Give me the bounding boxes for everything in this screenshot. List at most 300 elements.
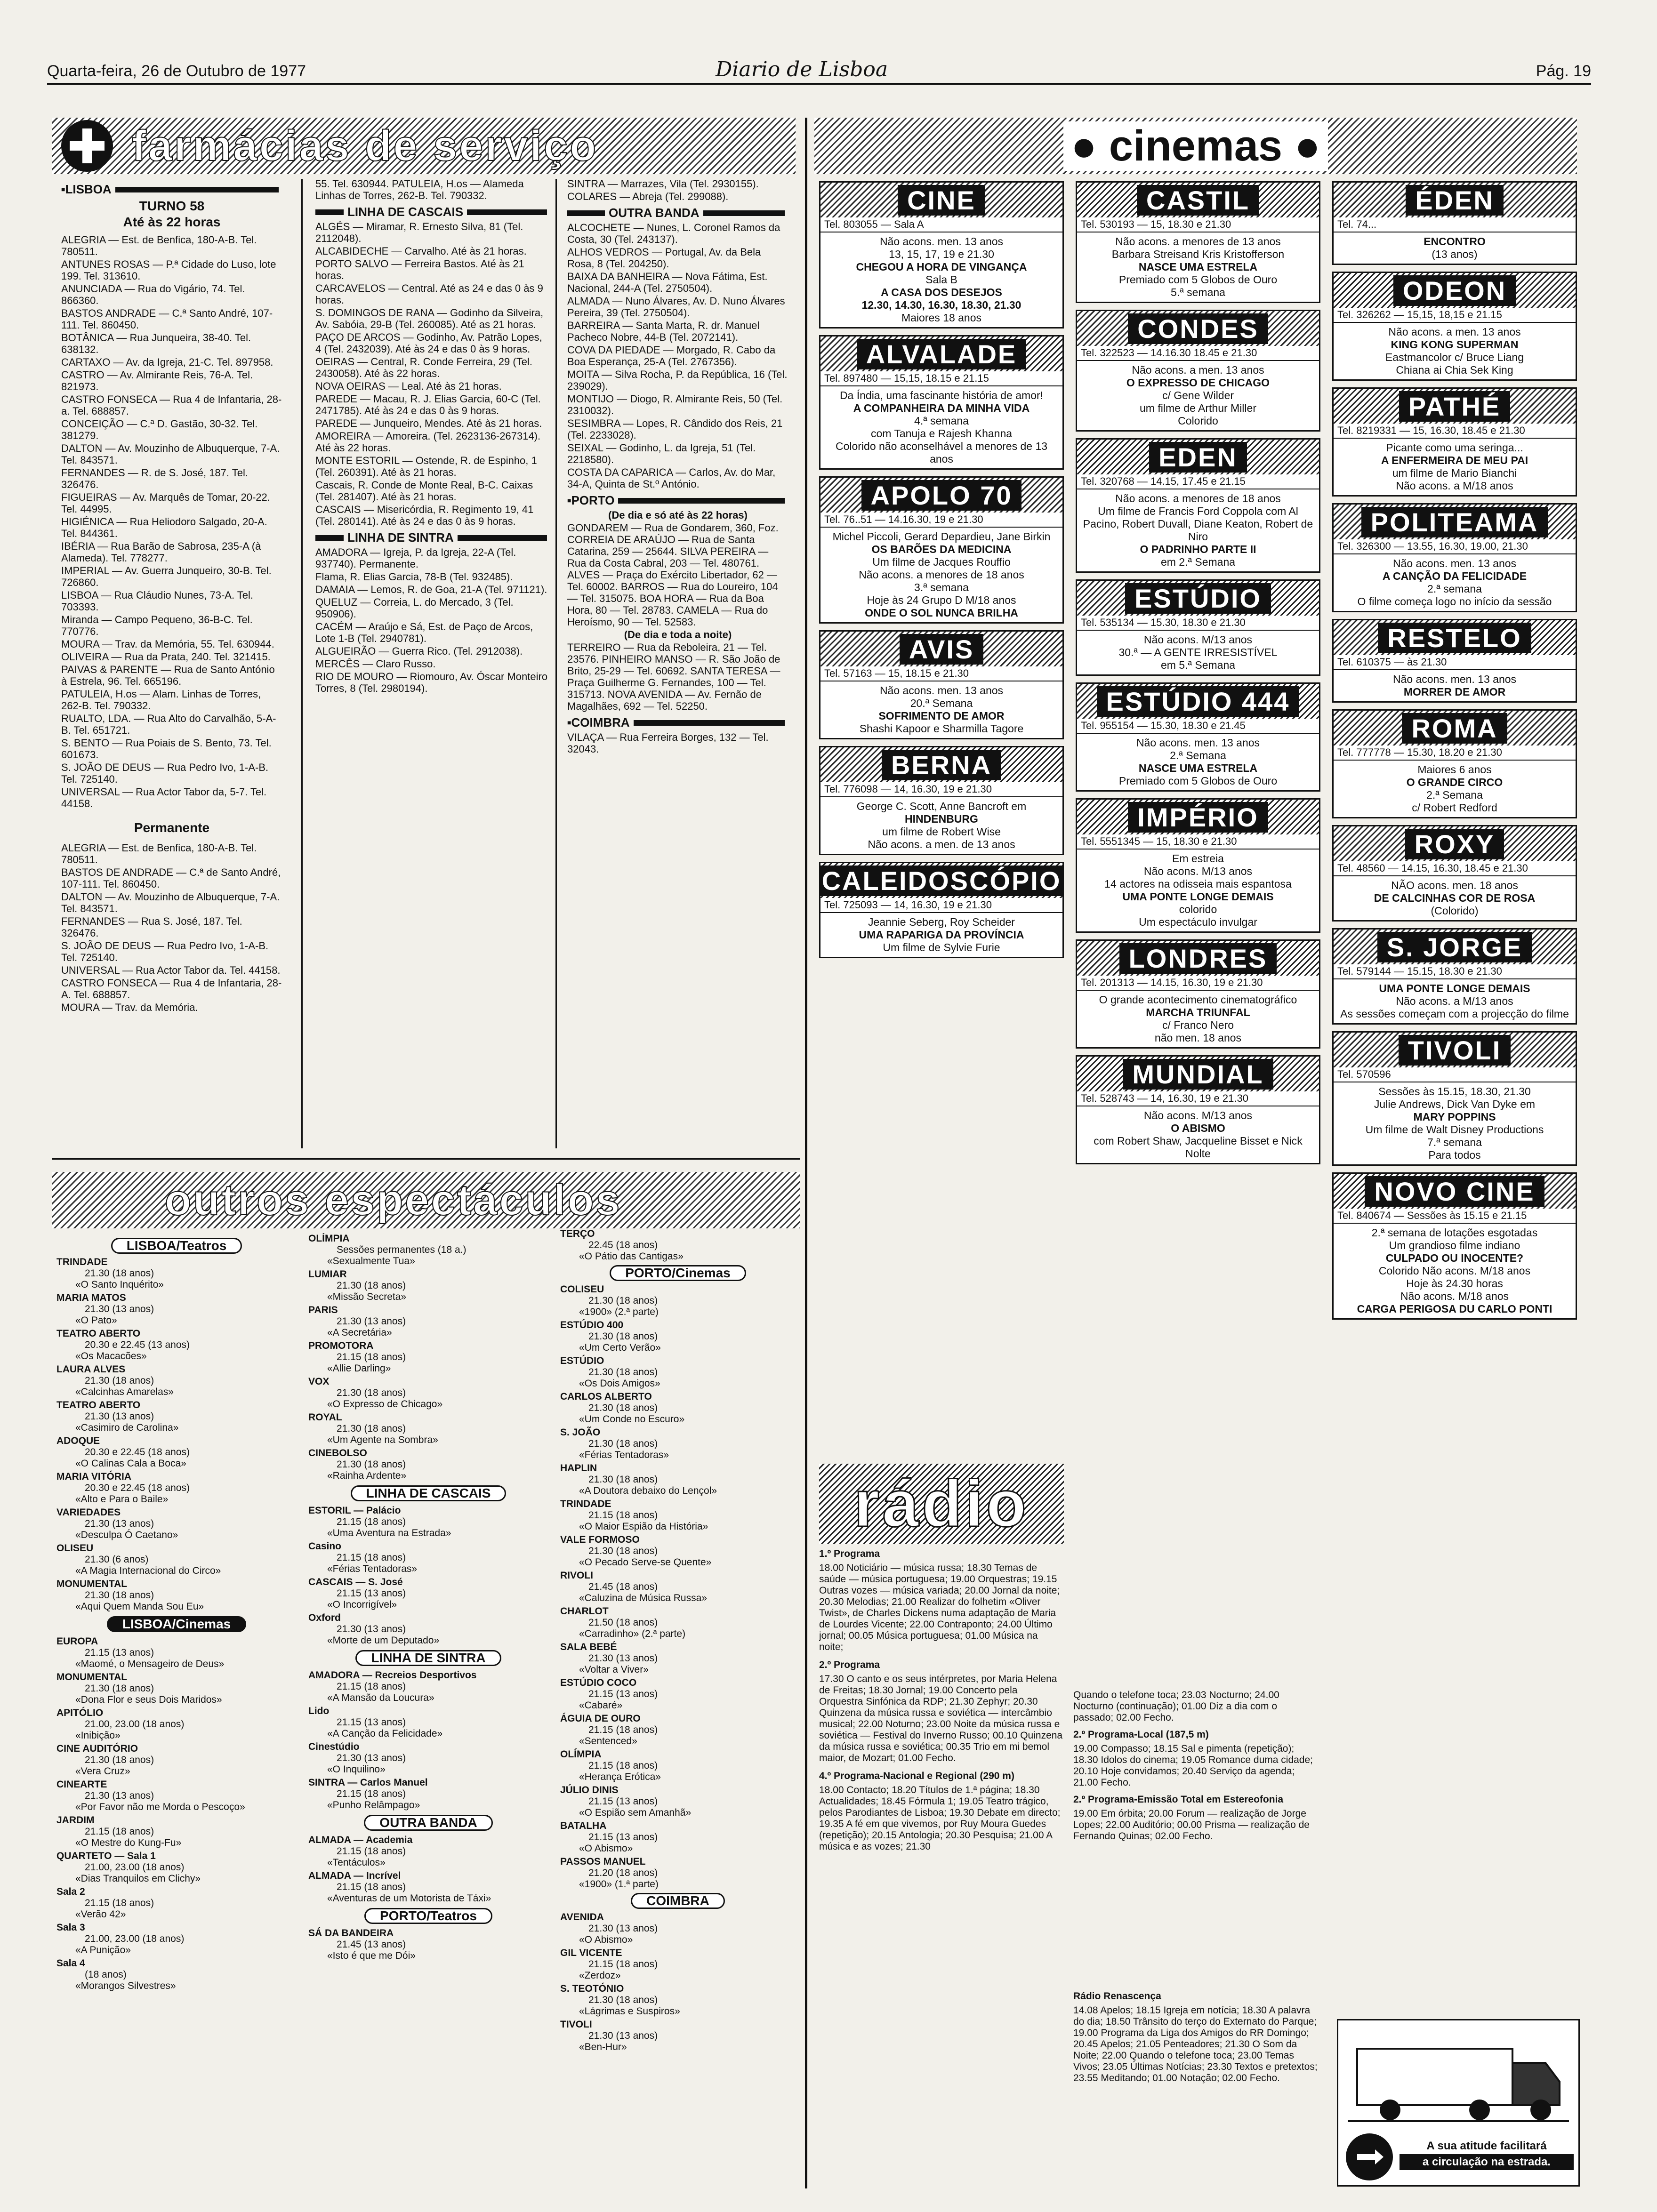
cinema-line: Não acons. a M/13 anos — [1396, 995, 1513, 1007]
cinema-name: NOVO CINE — [1365, 1176, 1544, 1207]
show-time: Sessões permanentes (18 a.) — [337, 1244, 467, 1255]
show-listing — [308, 1612, 548, 1646]
pharmacy-entry: Cascais, R. Conde de Monte Real, B-C. Caixas (Tel. 281407). Até às 21 horas. — [315, 479, 533, 503]
show-listing — [56, 1292, 297, 1326]
show-title: «Dona Flor e seus Dois Maridos» — [75, 1694, 222, 1705]
show-time: 21.30 (13 anos) — [337, 1753, 406, 1763]
radio-p3: Quando o telefone toca; 23.03 Nocturno; 24.00 Nocturno (continuação); 01.00 Diz a dia com o passado; 02.00 Fecho. — [1073, 1690, 1279, 1723]
cinema-line: Sessões às 15.15, 18.30, 21.30 — [1378, 1085, 1531, 1098]
cinema-line: Picante como uma seringa... — [1386, 441, 1523, 454]
cinema-name: POLITEAMA — [1361, 507, 1548, 537]
cinema-line: 3.ª semana — [914, 581, 969, 593]
venue-name: SÁ DA BANDEIRA — [308, 1928, 394, 1939]
sintra-list — [315, 546, 551, 694]
cinema-tel: Tel. 776098 — 14, 16.30, 19 e 21.30 — [820, 782, 1062, 797]
radio-p5: 19.00 Em órbita; 20.00 Forum — realização de Jorge Lopes; 22.00 Auditório; 00.00 Prisma — realização de Fernando Quinas; 02.00 Fecho. — [1073, 1808, 1310, 1842]
pharmacy-entry: AMADORA — Igreja, P. da Igreja, 22-A (Tel. 937740). Permanente. — [315, 546, 516, 570]
cinema-tel: Tel. 530193 — 15, 18.30 e 21.30 — [1077, 217, 1319, 232]
show-time: 21.00, 23.00 (18 anos) — [85, 1933, 185, 1944]
cinema-listing — [1076, 682, 1320, 792]
show-time: 21.30 (13 anos) — [337, 1624, 406, 1635]
pharmacy-entry: SINTRA — Marrazes, Vila (Tel. 2930155). — [567, 178, 759, 190]
cinema-line: 2.ª semana de lotações esgotadas — [1371, 1226, 1538, 1239]
pharmacy-entry: FERNANDES — R. de S. José, 187. Tel. 326476. — [61, 467, 248, 490]
show-time: 20.30 e 22.45 (18 anos) — [85, 1447, 190, 1458]
show-title: «O Abismo» — [579, 1934, 633, 1945]
pharmacy-entry: AMOREIRA — Amoreira. (Tel. 2623136-267314). Até às 22 horas. — [315, 430, 541, 454]
radio-p2-label: 2.º Programa — [819, 1659, 880, 1670]
cinemas-column — [1332, 181, 1577, 1461]
pharmacy-entry: ALEGRIA — Est. de Benfica, 180-A-B. Tel. 780511. — [61, 234, 257, 257]
show-title: «1900» (1.ª parte) — [579, 1879, 659, 1890]
show-listing — [308, 1670, 548, 1704]
pharmacy-entry: OLIVEIRA — Rua da Prata, 240. Tel. 321415. — [61, 651, 271, 663]
cinema-tel: Tel. 57163 — 15, 18.15 e 21.30 — [820, 666, 1062, 681]
radio-p1-label: 1.º Programa — [819, 1548, 880, 1559]
cinema-line: Da Índia, uma fascinante história de amor! — [839, 389, 1044, 401]
show-listing — [560, 1606, 796, 1640]
sintra-label: LINHA DE SINTRA — [347, 530, 454, 545]
cinema-line: em 2.ª Semana — [1160, 556, 1236, 568]
show-time: 21.15 (18 anos) — [588, 1510, 658, 1521]
show-time: (18 anos) — [85, 1969, 127, 1980]
cinema-name: LONDRES — [1119, 943, 1277, 974]
show-listing — [560, 1463, 796, 1497]
outros-banner — [52, 1172, 800, 1228]
pharmacy-entry: MONTIJO — Diogo, R. Almirante Reis, 50 (Tel. 2310032). — [567, 393, 783, 417]
venue-name: CHARLOT — [560, 1606, 609, 1617]
cinema-tel: Tel. 326300 — 13.55, 16.30, 19.00, 21.30 — [1334, 539, 1576, 554]
show-title: «O Inquilino» — [327, 1764, 386, 1775]
cinema-name: AVIS — [900, 634, 984, 665]
show-title: «Sentenced» — [579, 1736, 637, 1747]
cinema-line: um filme de Arthur Miller — [1140, 402, 1256, 414]
cinema-line: Em estreia — [1172, 852, 1224, 865]
cinema-listing — [1332, 503, 1577, 612]
cinema-line: Para todos — [1428, 1149, 1481, 1161]
pharmacy-entry: UNIVERSAL — Rua Actor Tabor da. Tel. 44158. — [61, 964, 281, 976]
road-safety-ad — [1337, 2019, 1580, 2187]
show-time: 21.30 (18 anos) — [588, 1438, 658, 1449]
show-title: «O Pato» — [75, 1315, 117, 1326]
pharmacy-entry: RUALTO, LDA. — Rua Alto do Carvalhão, 5-A-B. Tel. 651721. — [61, 713, 276, 736]
venue-name: MARIA VITÓRIA — [56, 1471, 132, 1482]
pharmacy-entry: MOITA — Silva Rocha, P. da República, 16 (Tel. 239029). — [567, 369, 788, 392]
show-title: «A Canção da Felicidade» — [327, 1728, 443, 1739]
pharmacy-entry: SEIXAL — Godinho, L. da Igreja, 51 (Tel. 2218580). — [567, 442, 756, 465]
cinema-line: com Tanuja e Rajesh Khanna — [870, 427, 1013, 440]
show-listing — [560, 1713, 796, 1747]
venue-name: ALMADA — Incrível — [308, 1870, 401, 1881]
cinema-tel: Tel. 570596 — [1334, 1067, 1576, 1082]
cinema-line: Não acons. men. 13 anos — [879, 684, 1004, 697]
show-listing — [56, 1743, 297, 1777]
cinema-line: Não acons. men. 13 anos — [1136, 737, 1260, 749]
show-time: 21.00, 23.00 (18 anos) — [85, 1862, 185, 1873]
venue-name: OLÍMPIA — [560, 1749, 602, 1760]
cinema-tel: Tel. 5551345 — 15, 18.30 e 21.30 — [1077, 834, 1319, 850]
cinema-tel: Tel. 840674 — Sessões às 15.15 e 21.15 — [1334, 1209, 1576, 1224]
pharmacy-entry: DALTON — Av. Mouzinho de Albuquerque, 7-A. Tel. 843571. — [61, 442, 280, 466]
show-time: 21.30 (18 anos) — [588, 1295, 658, 1306]
show-time: 21.30 (18 anos) — [588, 1403, 658, 1413]
pharmacy-entry: MONTE ESTORIL — Ostende, R. de Espinho, 1 (Tel. 260391). Até às 21 horas. — [315, 455, 537, 478]
show-listing — [56, 1707, 297, 1741]
radio-p6-label: 4.º Programa-Nacional e Regional (290 m) — [819, 1771, 1014, 1781]
lisboa-label: LISBOA — [65, 182, 112, 196]
show-listing — [560, 1912, 796, 1946]
outra-banda-list — [567, 222, 788, 490]
cinema-listing — [1076, 798, 1320, 933]
show-listing — [56, 1886, 297, 1920]
show-time: 21.30 (18 anos) — [588, 1546, 658, 1556]
show-listing — [56, 1672, 297, 1706]
cinema-tel: Tel. 528743 — 14, 16.30, 19 e 21.30 — [1077, 1091, 1319, 1106]
cinema-listing — [1332, 1172, 1577, 1320]
outros-col2-list — [308, 1233, 548, 1482]
venue-name: HAPLIN — [560, 1463, 597, 1474]
cinema-line: (13 anos) — [1432, 248, 1478, 260]
show-time: 21.15 (18 anos) — [588, 1760, 658, 1771]
show-time: 21.45 (18 anos) — [588, 1581, 658, 1592]
cinema-name: IMPÉRIO — [1128, 802, 1268, 833]
square-icon: ■ — [567, 719, 571, 726]
cinema-name: ESTÚDIO — [1125, 583, 1271, 614]
cinema-listing — [1332, 181, 1577, 265]
cinema-tel: Tel. 48560 — 14.15, 16.30, 18.45 e 21.30 — [1334, 861, 1576, 876]
pharmacy-entry: PAREDE — Junqueiro, Mendes. Até às 21 horas. — [315, 417, 542, 429]
cinema-line: CHEGOU A HORA DE VINGANÇA — [856, 261, 1027, 273]
porto-label: PORTO — [571, 493, 615, 507]
show-time: 21.15 (18 anos) — [337, 1352, 406, 1362]
pharmacy-entry: ALHOS VEDROS — Portugal, Av. da Bela Rosa, 8 (Tel. 204250). — [567, 246, 761, 270]
radio-banner — [819, 1464, 1064, 1544]
show-time: 21.30 (18 anos) — [337, 1387, 406, 1398]
venue-name: SINTRA — Carlos Manuel — [308, 1777, 428, 1788]
venue-name: CINEARTE — [56, 1779, 107, 1790]
show-time: 21.30 (18 anos) — [85, 1375, 154, 1386]
cinema-line: Julie Andrews, Dick Van Dyke em — [1374, 1098, 1536, 1110]
show-title: «Carradinho» (2.ª parte) — [579, 1628, 686, 1639]
venue-name: PARIS — [308, 1305, 338, 1315]
show-listing — [560, 1427, 796, 1461]
pharmacy-entry: ANTUNES ROSAS — P.ª Cidade do Luso, lote 199. Tel. 313610. — [61, 258, 276, 282]
venue-name: ADOQUE — [56, 1435, 100, 1446]
cinema-line: ENCONTRO — [1424, 235, 1486, 248]
venue-name: Sala 2 — [56, 1886, 85, 1897]
cinema-line: Não acons. M/13 anos — [1143, 865, 1253, 877]
radio-p2: 17.30 O canto e os seus intérpretes, por Maria Helena de Freitas; 18.30 Jornal; 19.00 Concerto pela Orquestra Sinfónica da RDP; 21.30 Zephyr; 20.30 Quinzena da música russa e soviética — intercâmbio musical; 22.00 Noturno; 23.00 Noite da música russa e soviética — Festival do Inverno Russo; 00.10 Quinzena da música russa e soviética; 00.35 Trio em mi bemol maior, de Mozart; 01.00 Fecho. — [819, 1674, 1063, 1763]
pharmacy-entry: NOVA OEIRAS — Leal. Até às 21 horas. — [315, 380, 502, 392]
venue-name: ESTÚDIO — [560, 1355, 604, 1366]
cinema-line: em 5.ª Semana — [1160, 659, 1236, 671]
pharmacy-entry: CONCEIÇÃO — C.ª D. Gastão, 30-32. Tel. 381279. — [61, 418, 258, 441]
pharmacy-entry: ALGÉS — Miramar, R. Ernesto Silva, 81 (Tel. 2112048). — [315, 221, 523, 244]
show-time: 21.30 (18 anos) — [85, 1590, 154, 1601]
show-listing — [56, 1579, 297, 1612]
cinema-line: NÃO acons. men. 18 anos — [1391, 879, 1518, 891]
pharmacy-entry: COSTA DA CAPARICA — Carlos, Av. do Mar, 34-A, Quinta de St.º António. — [567, 466, 776, 490]
show-listing — [56, 1636, 297, 1670]
outros-cascais-list — [308, 1505, 548, 1646]
col3-top-list — [567, 178, 788, 202]
square-icon: ■ — [61, 185, 65, 193]
cinema-name: ESTÚDIO 444 — [1097, 686, 1300, 717]
show-time: 20.30 e 22.45 (18 anos) — [85, 1483, 190, 1493]
cinema-line: Premiado com 5 Globos de Ouro — [1118, 775, 1278, 787]
cinema-listing — [819, 862, 1064, 958]
outros-col1 — [56, 1238, 297, 2188]
venue-name: COLISEU — [560, 1284, 604, 1295]
cinema-line: 4.ª semana — [914, 415, 969, 427]
cinema-line: Um filme de Walt Disney Productions — [1365, 1123, 1544, 1136]
cross-icon — [61, 120, 113, 172]
cinema-line: DE CALCINHAS COR DE ROSA — [1374, 892, 1536, 904]
cinema-line: SOFRIMENTO DE AMOR — [878, 710, 1005, 722]
venue-name: VOX — [308, 1376, 330, 1387]
cinema-name: TIVOLI — [1399, 1035, 1511, 1066]
venue-name: AVENIDA — [560, 1912, 604, 1923]
pharmacy-entry: FERNANDES — Rua S. José, 187. Tel. 326476. — [61, 915, 242, 939]
pharmacy-entry: CASTRO — Av. Almirante Reis, 76-A. Tel. 821973. — [61, 369, 253, 393]
cinemas-column — [1076, 181, 1320, 1461]
show-time: 21.30 (13 anos) — [85, 1518, 154, 1529]
cinema-line: 5.ª semana — [1171, 286, 1225, 298]
pharmacy-entry: BOTÂNICA — Rua Junqueira, 38-40. Tel. 638132. — [61, 332, 251, 355]
cinema-line: MORRER DE AMOR — [1403, 686, 1506, 698]
show-time: 21.30 (18 anos) — [337, 1423, 406, 1434]
cinema-line: NASCE UMA ESTRELA — [1138, 261, 1258, 273]
show-title: «Por Favor não me Morda o Pescoço» — [75, 1802, 245, 1812]
show-title: «O Santo Inquérito» — [75, 1279, 164, 1290]
show-time: 21.15 (18 anos) — [85, 1826, 154, 1837]
cinema-line: (Colorido) — [1431, 905, 1479, 917]
pharmacy-entry: ANUNCIADA — Rua do Vigário, 74. Tel. 866360. — [61, 283, 245, 306]
venue-name: AMADORA — Recreios Desportivos — [308, 1670, 477, 1681]
show-listing — [560, 1948, 796, 1981]
cinema-listing — [819, 746, 1064, 855]
venue-name: TEATRO ABERTO — [56, 1328, 141, 1339]
show-time: 21.15 (18 anos) — [337, 1882, 406, 1892]
cinema-line: um filme de Robert Wise — [882, 825, 1001, 838]
cinema-line: Jeannie Seberg, Roy Scheider — [868, 916, 1015, 928]
cinema-line: Um filme de Jacques Rouffio — [872, 556, 1011, 568]
show-time: 21.30 (18 anos) — [85, 1683, 154, 1694]
cinema-name: BERNA — [882, 750, 1001, 780]
cinema-line: UMA PONTE LONGE DEMAIS — [1122, 890, 1274, 903]
show-time: 21.15 (18 anos) — [337, 1846, 406, 1857]
cinema-listing — [1076, 181, 1320, 303]
show-title: «Lágrimas e Suspiros» — [579, 2006, 680, 2017]
pharmacy-entry: DAMAIA — Lemos, R. de Goa, 21-A (Tel. 971121). — [315, 584, 547, 595]
show-title: «Casimiro de Carolina» — [75, 1422, 179, 1433]
show-title: «Alto e Para o Baile» — [75, 1494, 169, 1505]
show-listing — [56, 1543, 297, 1577]
cinema-name: MUNDIAL — [1123, 1059, 1273, 1090]
pharmacy-entry: LISBOA — Rua Cláudio Nunes, 73-A. Tel. 703393. — [61, 589, 254, 613]
farmacias-outra-porto — [567, 178, 788, 1147]
pharmacy-entry: S. JOÃO DE DEUS — Rua Pedro Ivo, 1-A-B. Tel. 725140. — [61, 940, 269, 963]
venue-name: ROYAL — [308, 1412, 342, 1423]
show-listing — [308, 1412, 548, 1446]
cinema-line: Não acons. M/13 anos — [1143, 1109, 1253, 1122]
cinema-line: Não acons. men. 13 anos — [1392, 557, 1517, 569]
cinema-line: colorido — [1179, 903, 1217, 915]
venue-name: ESTÚDIO COCO — [560, 1677, 637, 1688]
coimbra-pill: COIMBRA — [631, 1893, 725, 1909]
cinema-name: APOLO 70 — [861, 480, 1022, 511]
pharmacy-entry: PAIVAS & PARENTE — Rua de Santo António à Estrela, 96. Tel. 665196. — [61, 664, 275, 687]
pharmacy-entry: ALCOCHETE — Nunes, L. Coronel Ramos da Costa, 30 (Tel. 243137). — [567, 222, 780, 245]
cascais-list — [315, 221, 551, 527]
pharmacy-entry: CACÉM — Araújo e Sá, Est. de Paço de Arcos, Lote 1-B (Tel. 2940781). — [315, 621, 533, 644]
pharmacy-entry: S. BENTO — Rua Poiais de S. Bento, 73. Tel. 601673. — [61, 737, 272, 761]
show-title: «Um Conde no Escuro» — [579, 1414, 685, 1425]
cascais-label: LINHA DE CASCAIS — [347, 205, 464, 219]
venue-name: GIL VICENTE — [560, 1948, 622, 1958]
venue-name: ÁGUIA DE OURO — [560, 1713, 641, 1724]
cinema-line: c/ Robert Redford — [1412, 801, 1497, 814]
show-listing — [308, 1870, 548, 1904]
venue-name: Oxford — [308, 1612, 341, 1623]
show-time: 21.15 (18 anos) — [337, 1788, 406, 1799]
cinema-listing — [1076, 579, 1320, 676]
show-listing — [56, 1364, 297, 1398]
porto-teatros-list — [308, 1928, 548, 1962]
venue-name: QUARTETO — Sala 1 — [56, 1851, 156, 1861]
pharmacy-entry: FIGUEIRAS — Av. Marquês de Tomar, 20-22. Tel. 44995. — [61, 491, 270, 515]
show-title: «Férias Tentadoras» — [327, 1563, 418, 1574]
cinema-line: Colorido — [1178, 415, 1218, 427]
show-title: «Tentáculos» — [327, 1857, 386, 1868]
cinema-line: Premiado com 5 Globos de Ouro — [1118, 273, 1278, 286]
show-listing — [560, 1820, 796, 1854]
cinema-line: 12.30, 14.30, 16.30, 18.30, 21.30 — [861, 299, 1022, 311]
cinema-line: um filme de Mario Bianchi — [1392, 467, 1517, 479]
show-listing — [560, 1570, 796, 1604]
outros-heading: outros espectáculos — [165, 1176, 622, 1224]
cinema-line: não men. 18 anos — [1154, 1032, 1242, 1044]
show-listing — [308, 1340, 548, 1374]
cinema-tel: Tel. 201313 — 14.15, 16.30, 19 e 21.30 — [1077, 976, 1319, 991]
outros-col3-top — [560, 1228, 796, 1262]
show-time: 21.30 (13 anos) — [588, 1923, 658, 1934]
cinemas-grid — [819, 181, 1577, 1461]
show-time: 21.15 (18 anos) — [588, 1724, 658, 1735]
venue-name: Sala 4 — [56, 1958, 85, 1969]
cinema-listing — [1076, 438, 1320, 573]
show-title: «Rainha Ardente» — [327, 1470, 407, 1481]
cinema-name: ODEON — [1393, 275, 1516, 306]
pharmacy-entry: CASTRO FONSECA — Rua 4 de Infantaria, 28-A. Tel. 688857. — [61, 977, 282, 1001]
cinema-line: HINDENBURG — [905, 813, 978, 825]
show-time: 21.15 (13 anos) — [85, 1647, 154, 1658]
pharmacy-entry: IBÉRIA — Rua Barão de Sabrosa, 235-A (à Alameda). Tel. 778277. — [61, 540, 261, 564]
venue-name: Casino — [308, 1541, 342, 1552]
cinema-line: KING KONG SUPERMAN — [1391, 338, 1519, 351]
show-listing — [560, 1355, 796, 1389]
pharmacy-entry: ALMADA — Nuno Álvares, Av. D. Nuno Álvares Pereira, 39 (Tel. 2750504). — [567, 295, 785, 319]
farmacias-linhas — [315, 178, 551, 1147]
show-listing — [56, 1922, 297, 1956]
show-listing — [560, 1785, 796, 1819]
cinema-line: Shashi Kapoor e Sharmilla Tagore — [859, 722, 1024, 735]
show-time: 21.15 (18 anos) — [337, 1681, 406, 1692]
cinema-line: O PADRINHO PARTE II — [1140, 543, 1256, 555]
venue-name: CINEBOLSO — [308, 1448, 367, 1459]
cinema-tel: Tel. 955154 — 15.30, 18.30 e 21.45 — [1077, 719, 1319, 734]
pharmacy-entry: CARTAXO — Av. da Igreja, 21-C. Tel. 897958. — [61, 356, 273, 368]
farmacias-heading: farmácias de serviço — [132, 121, 598, 170]
show-time: 21.45 (13 anos) — [337, 1939, 406, 1950]
venue-name: S. TEOTÓNIO — [560, 1983, 624, 1994]
pharmacy-entry: ALGUEIRÃO — Guerra Rico. (Tel. 2912038). — [315, 645, 523, 657]
cinema-tel: Tel. 326262 — 15,15, 18,15 e 21.15 — [1334, 308, 1576, 323]
cinema-line: Não acons. M/18 anos — [1400, 1290, 1509, 1302]
cinemas-banner — [814, 118, 1577, 174]
venue-name: TRINDADE — [560, 1499, 611, 1509]
venue-name: CINE AUDITÓRIO — [56, 1743, 138, 1754]
show-time: 22.45 (18 anos) — [588, 1240, 658, 1250]
porto-cinemas-pill: PORTO/Cinemas — [610, 1265, 746, 1281]
newspaper-title: Diario de Lisboa — [716, 57, 888, 81]
radio-heading: rádio — [853, 1467, 1030, 1540]
cinema-line: O ABISMO — [1171, 1122, 1225, 1134]
show-listing — [56, 1507, 297, 1541]
arrow-sign-icon — [1346, 2133, 1393, 2180]
cinema-tel: Tel. 74... — [1334, 217, 1576, 232]
porto-list: GONDAREM — Rua de Gondarem, 360, Foz. CORREIA DE ARAÚJO — Rua de Santa Catarina, 259 — 25644. SILVA PEREIRA — Rua da Costa Cabral, 203 — Tel. 480761. ALVES — Praça do Exército Libertador, 62 — Tel. 60002. BARROS — Rua do Loureiro, 104 — Tel. 315075. BOA HORA — Rua da Boa Hora, 80 — Tel. 28783. CAMELA — Rua do Heroísmo, 90 — Tel. 52583. — [567, 522, 779, 628]
show-time: 21.30 (18 anos) — [588, 1367, 658, 1378]
cinema-tel: Tel. 8219331 — 15, 16.30, 18.45 e 21.30 — [1334, 424, 1576, 439]
pharmacy-entry: SESIMBRA — Lopes, R. Cândido dos Reis, 21 (Tel. 2233028). — [567, 417, 783, 441]
lisboa-teatros-label: LISBOA/Teatros — [111, 1238, 242, 1254]
cinema-line: A CANÇÃO DA FELICIDADE — [1382, 570, 1527, 582]
cinema-name: CINE — [898, 185, 985, 216]
cinema-line: Não acons. a men. de 13 anos — [868, 838, 1015, 850]
show-title: «A Doutora debaixo do Lençol» — [579, 1485, 717, 1496]
pharmacy-entry: PORTO SALVO — Ferreira Bastos. Até às 21 horas. — [315, 258, 524, 281]
teatros-list — [56, 1257, 297, 1612]
show-time: 21.15 (18 anos) — [337, 1552, 406, 1563]
show-listing — [308, 1777, 548, 1811]
venue-name: LUMIAR — [308, 1269, 347, 1280]
cinema-line: O grande acontecimento cinematográfico — [1099, 994, 1297, 1006]
show-time: 21.30 (18 anos) — [85, 1755, 154, 1765]
show-title: «Dias Tranquilos em Clichy» — [75, 1873, 201, 1884]
show-listing — [56, 1779, 297, 1813]
show-title: «Verão 42» — [75, 1909, 126, 1920]
show-listing — [560, 1534, 796, 1568]
pharmacy-entry: CARCAVELOS — Central. Até as 24 e das 0 às 9 horas. — [315, 282, 543, 306]
cinema-line: Não acons. a menores de 13 anos — [1115, 235, 1281, 248]
cinema-tel: Tel. 803055 — Sala A — [820, 217, 1062, 232]
radio-col2 — [1073, 1690, 1318, 1981]
porto-cinemas-list — [560, 1284, 796, 1890]
cinema-line: OS BARÕES DA MEDICINA — [871, 543, 1012, 555]
show-time: 21.20 (18 anos) — [588, 1867, 658, 1878]
cinema-listing — [1332, 619, 1577, 703]
cinema-line: UMA RAPARIGA DA PROVÍNCIA — [859, 929, 1024, 941]
cinema-line: MARY POPPINS — [1413, 1111, 1496, 1123]
cinema-line: 2.ª Semana — [1426, 789, 1483, 801]
show-title: «Os Dois Amigos» — [579, 1378, 660, 1389]
show-listing — [56, 1471, 297, 1505]
cinema-line: Chiana ai Chia Sek King — [1396, 364, 1513, 376]
cinema-name: ALVALADE — [857, 339, 1027, 369]
show-listing — [308, 1741, 548, 1775]
cinema-listing — [1332, 1031, 1577, 1166]
